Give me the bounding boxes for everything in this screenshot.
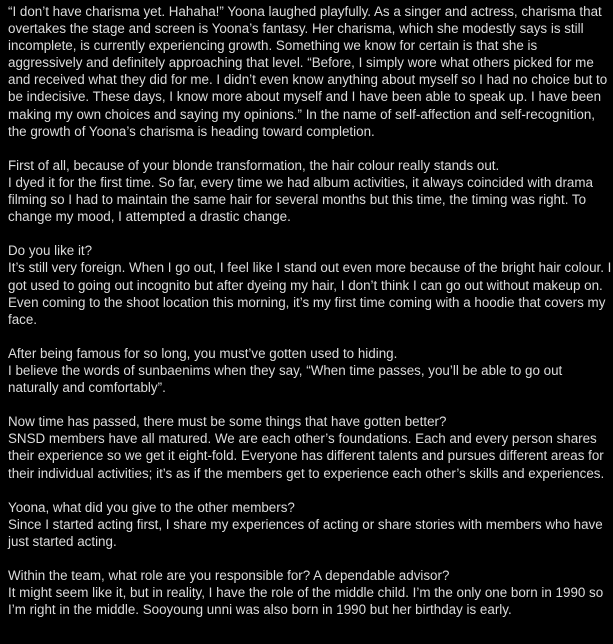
qa-block — [8, 345, 612, 396]
interview-answer: Since I started acting first, I share my experiences of acting or share stories with members who have just started acting. — [8, 516, 603, 549]
interview-answer: I dyed it for the first time. So far, every time we had album activities, it always coincided with drama filming so I had to maintain the same hair for several months but this time, the timing was right. To change my mood, I attempted a drastic change. — [8, 174, 593, 225]
qa-block — [8, 157, 612, 225]
interview-question: First of all, because of your blonde transformation, the hair colour really stands out. — [8, 157, 500, 173]
intro-paragraph: “I don’t have charisma yet. Hahaha!” Yoona laughed playfully. As a singer and actress, charisma that overtakes the stage and screen is Yoona’s fantasy. Her charisma, which she modestly says is still incomplete, is currently experiencing growth. Something we know for certain is that she is aggressively and definitely approaching that level. “Before, I simply wore what others picked for me and received what they did for me. I didn’t even know anything about myself so I had no choice but to be indecisive. These days, I know more about myself and I have been able to speak up. I have been making my own choices and saying my opinions.” In the name of self-affection and self-recognition, the growth of Yoona’s charisma is heading toward completion. — [8, 4, 608, 139]
interview-question: Do you like it? — [8, 243, 93, 259]
qa-block — [8, 242, 612, 327]
interview-question: Within the team, what role are you responsible for? A dependable advisor? — [8, 568, 450, 584]
interview-question: Yoona, what did you give to the other members? — [8, 499, 295, 515]
qa-block — [8, 413, 612, 481]
interview-answer: It’s still very foreign. When I go out, I feel like I stand out even more because of the bright hair colour. I got used to going out incognito but after dyeing my hair, I don’t think I can go out without makeup on. Even coming to the shoot location this morning, it’s my first time coming with a hoodie that covers my face. — [8, 260, 612, 327]
interview-answer: SNSD members have all matured. We are each other’s foundations. Each and every person shares their experience so we get it eight-fold. Everyone has different talents and pursues different areas for their individual activities; it’s as if the members get to experience each other’s skills and experiences. — [8, 431, 605, 481]
interview-answer: I believe the words of sunbaenims when they say, “When time passes, you’ll be able to go out naturally and comfortably”. — [8, 362, 563, 396]
interview-article — [8, 3, 612, 635]
qa-block — [8, 567, 612, 618]
interview-question: Now time has passed, there must be some things that have gotten better? — [8, 414, 447, 430]
interview-answer: It might seem like it, but in reality, I have the role of the middle child. I’m the only one born in 1990 so I’m right in the middle. Sooyoung unni was also born in 1990 but her birthday is early. — [8, 585, 604, 618]
interview-question: After being famous for so long, you must’ve gotten used to hiding. — [8, 345, 398, 361]
qa-block — [8, 499, 612, 550]
